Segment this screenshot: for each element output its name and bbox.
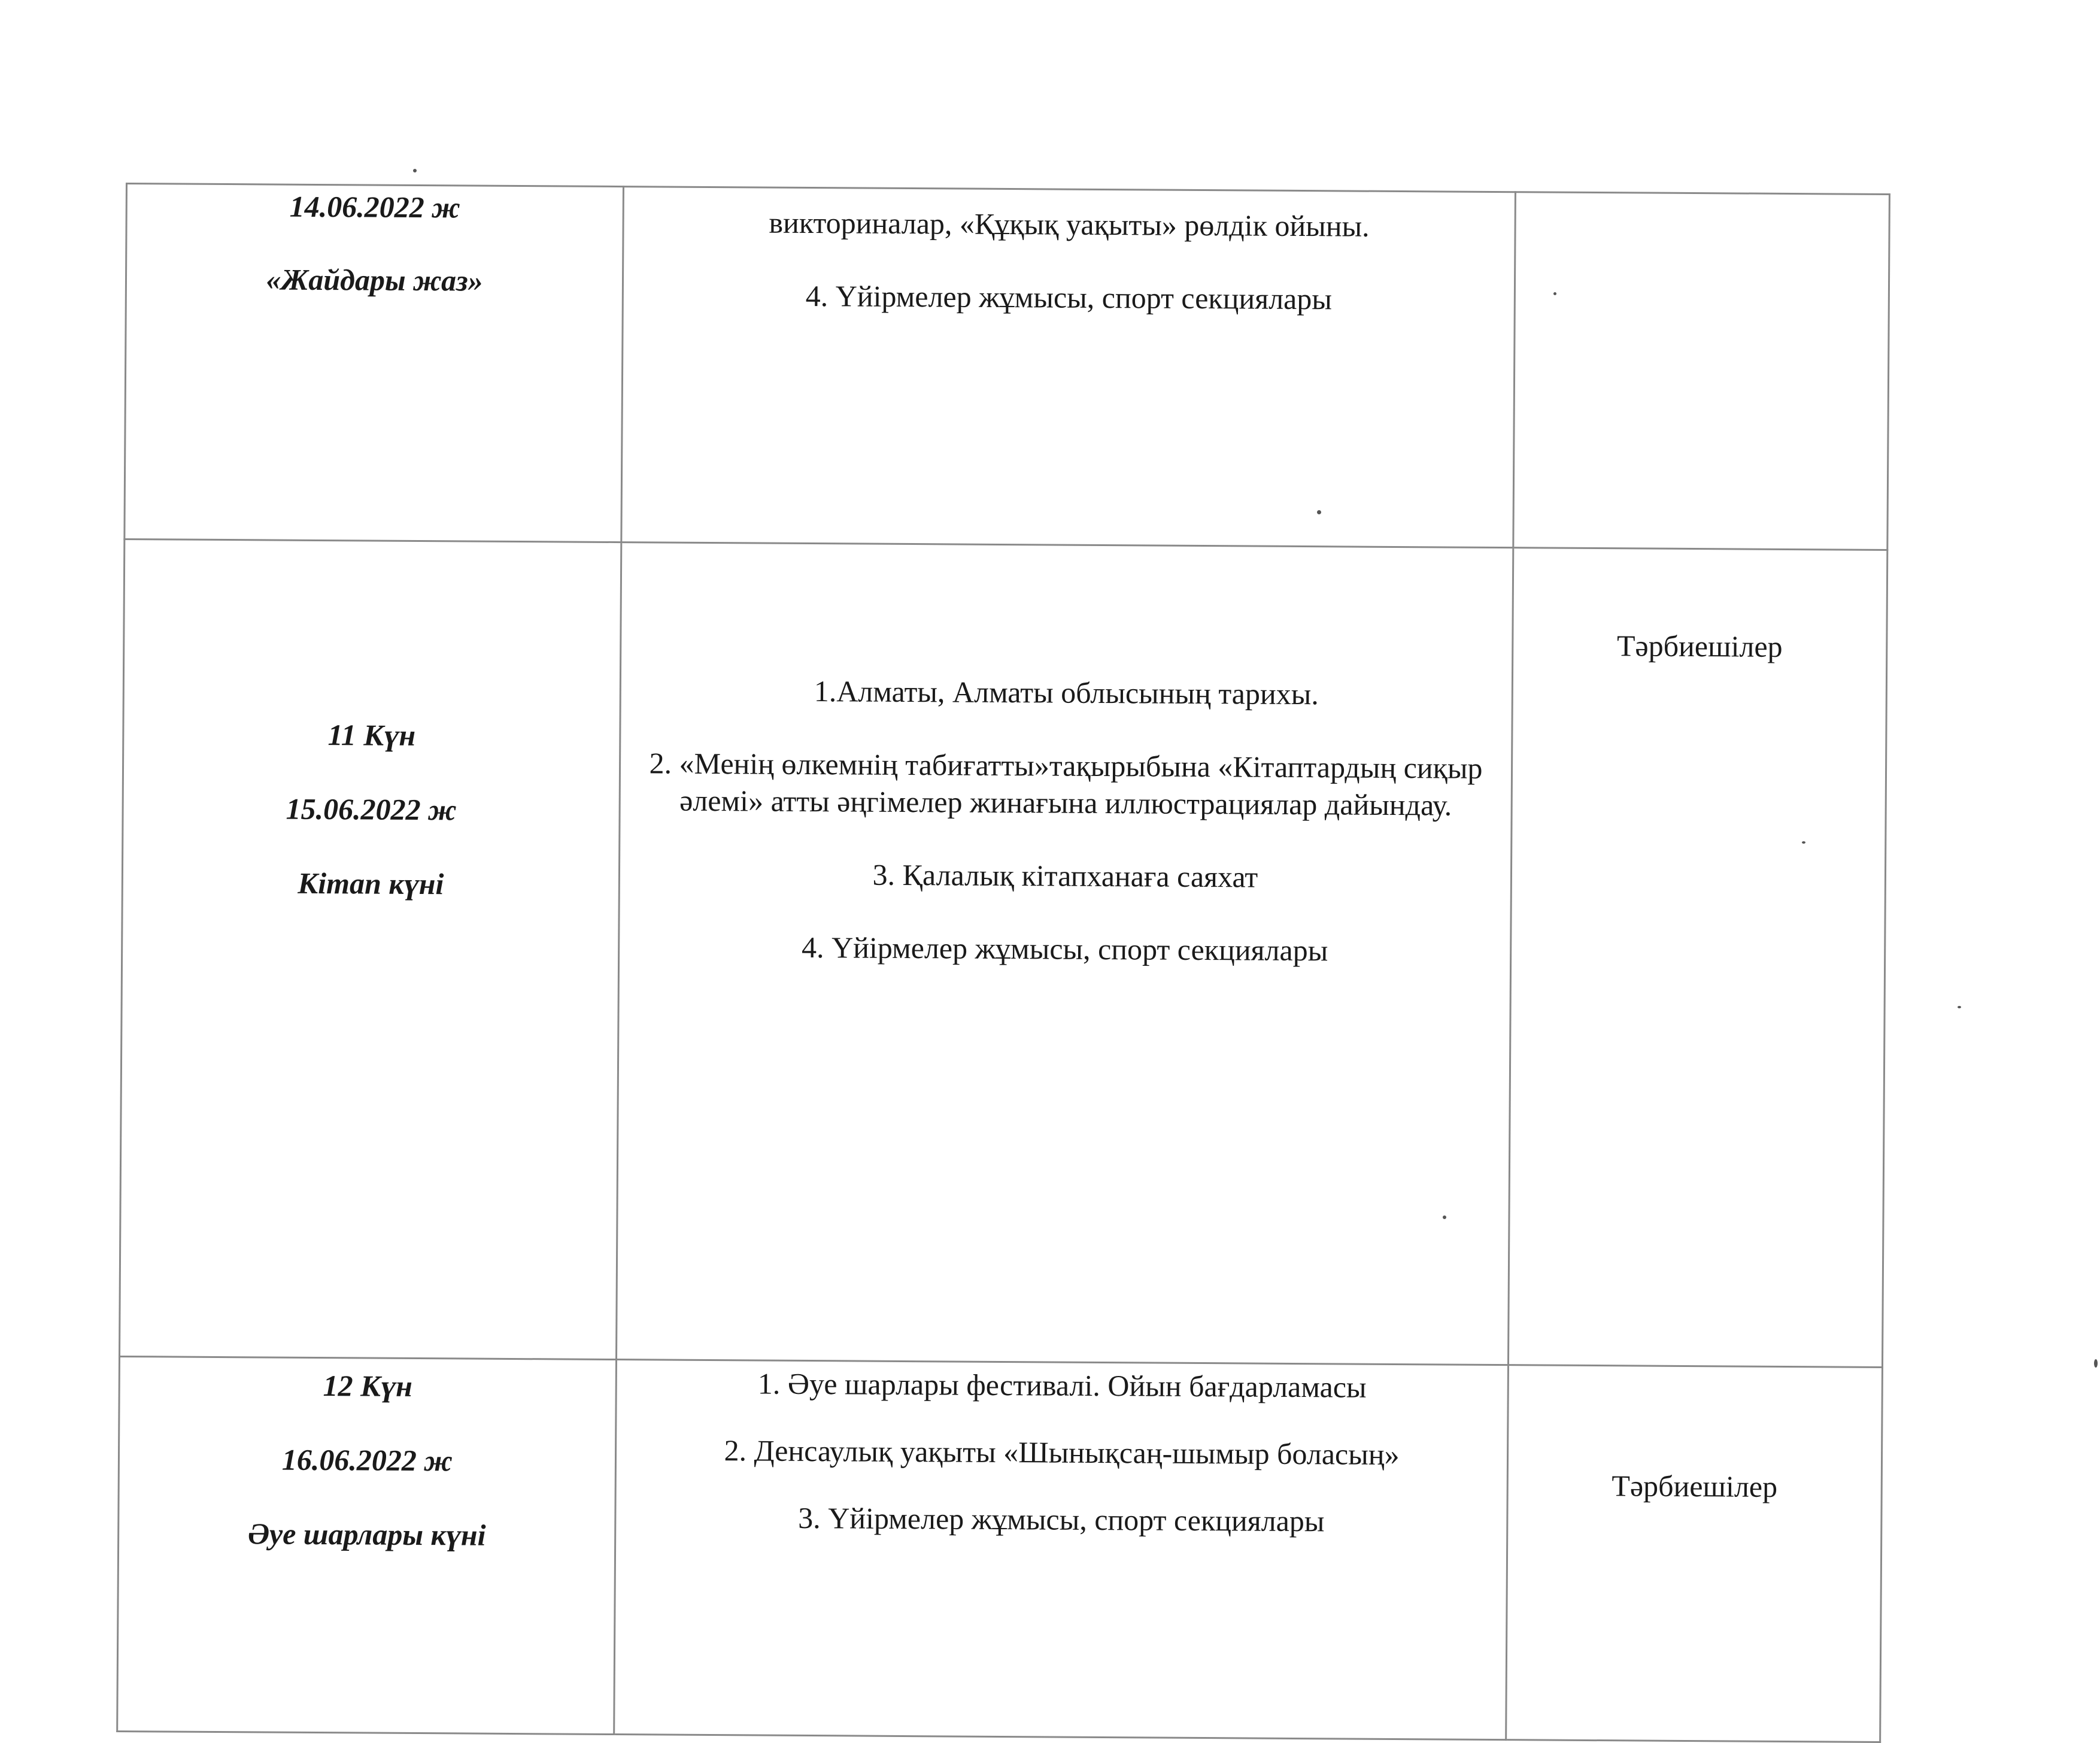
- activity-item: 3. Қалалық кітапханаға саяхат: [872, 857, 1258, 894]
- activity-item: 1.Алматы, Алматы облысының тарихы.: [814, 674, 1319, 711]
- schedule-table: [116, 183, 1890, 1743]
- responsible-cell: [1506, 1365, 1883, 1742]
- day-date: 15.06.2022 ж: [286, 792, 457, 827]
- scan-speck: [1443, 1215, 1446, 1219]
- responsible-text: Тәрбиешілер: [1616, 629, 1783, 663]
- responsible-text: Тәрбиешілер: [1612, 1469, 1778, 1503]
- scan-speck: [1553, 292, 1556, 295]
- scan-speck: [1958, 1006, 1961, 1008]
- activity-item: 1. Әуе шарлары фестивалі. Ойын бағдарламасы: [757, 1366, 1367, 1404]
- activity-item: 3. Үйірмелер жұмысы, спорт секциялары: [798, 1501, 1325, 1538]
- day-date: 16.06.2022 ж: [281, 1442, 453, 1478]
- day-theme: «Жайдары жаз»: [266, 262, 483, 298]
- day-number: 12 Күн: [323, 1369, 412, 1403]
- scan-speck: [413, 169, 417, 172]
- activities-cell: [617, 542, 1513, 1365]
- responsible-text: [1516, 193, 1889, 195]
- activities-cell: [621, 187, 1516, 548]
- activities-cell: [614, 1360, 1509, 1740]
- table-row: [125, 184, 1890, 550]
- responsible-cell: [1508, 548, 1887, 1368]
- day-number: 11 Күн: [327, 718, 416, 752]
- scan-speck: [1317, 510, 1321, 514]
- day-cell: [117, 1356, 617, 1734]
- day-theme: Кітап күні: [298, 866, 444, 901]
- day-cell: [120, 539, 621, 1359]
- scan-speck: [2094, 1359, 2098, 1368]
- day-cell: [125, 184, 624, 542]
- activity-item: 2. «Менің өлкемнің табиғатты»тақырыбына «Кітаптардың сиқыр әлемі» атты әңгімелер жинағына иллюстрациялар дайындау.: [649, 746, 1483, 822]
- day-theme: Әуе шарлары күні: [247, 1517, 486, 1552]
- table-row: [120, 539, 1887, 1367]
- activity-item: викториналар, «Құқық уақыты» рөлдік ойыны.: [769, 205, 1370, 243]
- activity-item: 4. Үйірмелер жұмысы, спорт секциялары: [801, 930, 1328, 968]
- responsible-cell: [1513, 192, 1890, 550]
- activity-item: 4. Үйірмелер жұмысы, спорт секциялары: [805, 278, 1333, 316]
- scan-speck: [1802, 841, 1805, 844]
- table-row: [117, 1356, 1883, 1742]
- day-date: 14.06.2022 ж: [289, 189, 460, 225]
- activity-item: 2. Денсаулық уақыты «Шынықсаң-шымыр боласың»: [724, 1433, 1400, 1472]
